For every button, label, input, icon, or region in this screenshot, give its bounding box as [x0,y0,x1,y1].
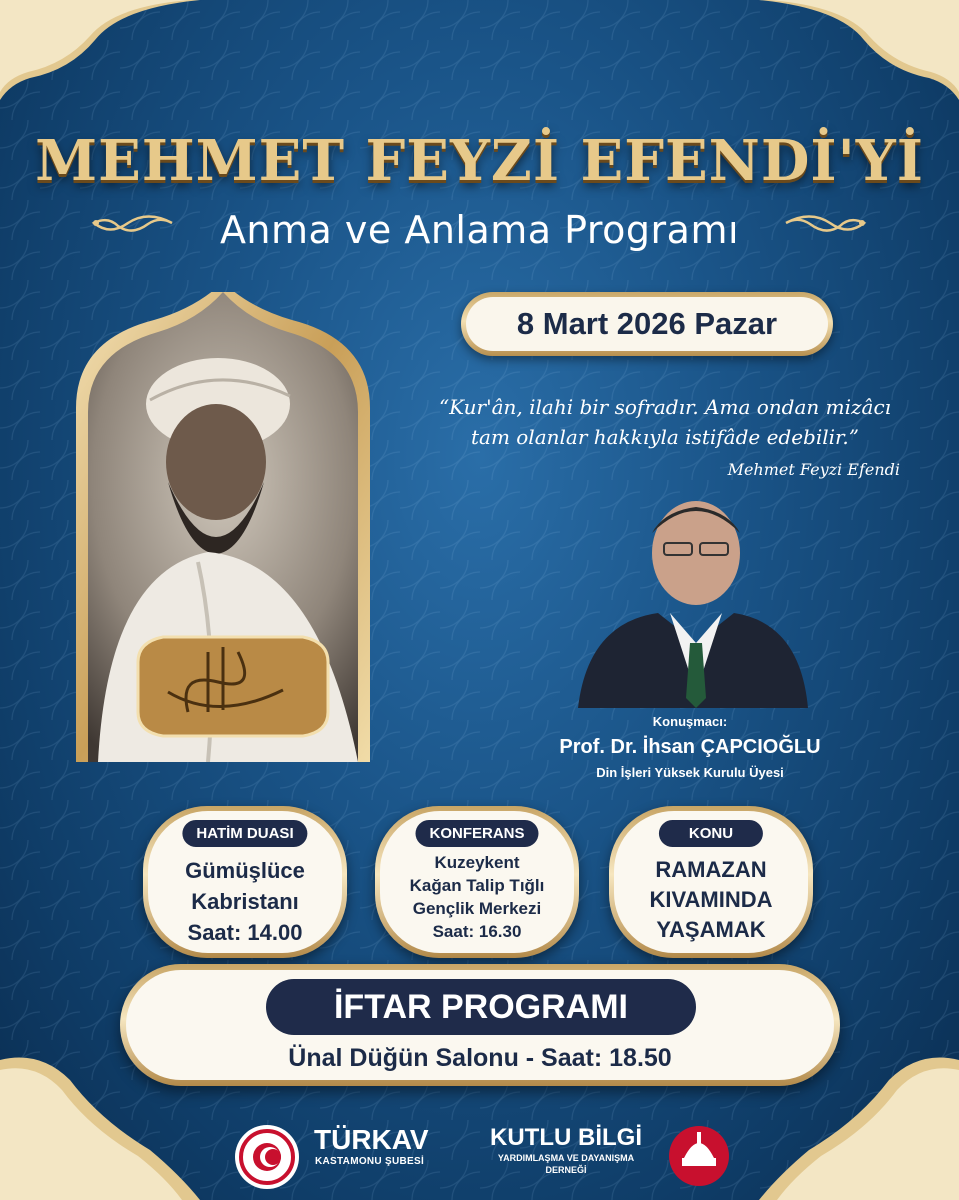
quote-line-1: “Kur'ân, ilahi bir sofradır. Ama ondan mizâcı [438,395,892,419]
card-line: Kağan Talip Tığlı [409,876,545,895]
card-tag: KONU [659,820,763,847]
quote-author: Mehmet Feyzi Efendi [727,460,900,479]
card-line: Saat: 16.30 [432,922,522,941]
page-title: MEHMET FEYZİ EFENDİ'Yİ [35,128,924,194]
card-hatim-duasi [143,806,347,958]
flourish-right-icon [782,206,870,240]
card-tag: KONFERANS [415,820,538,847]
card-line: Gençlik Merkezi [412,899,542,918]
quote-text [410,392,920,452]
iftar-banner [120,964,840,1086]
card-line: Saat: 14.00 [187,920,303,945]
card-konu [609,806,813,958]
card-line: Gümüşlüce [185,858,305,883]
card-tag: HATİM DUASI [182,820,307,847]
card-line: Kabristanı [191,889,299,914]
speaker-name: Prof. Dr. İhsan ÇAPCIOĞLU [559,736,821,758]
speaker-photo [578,493,808,708]
portrait-arch-frame [68,292,378,762]
card-line: KIVAMINDA [649,887,773,912]
turkav-branch: KASTAMONU ŞUBESİ [315,1156,425,1167]
kutlu-bilgi-logo-icon [664,1118,734,1188]
quote-line-2: tam olanlar hakkıyla istifâde edebilir.” [470,425,859,449]
iftar-place: Ünal Düğün Salonu - Saat: 18.50 [288,1044,672,1072]
date-badge [461,292,833,356]
corner-ornament-top-left [0,0,200,110]
turkav-name: TÜRKAV [314,1124,429,1155]
card-line: Kuzeykent [434,853,520,872]
card-konferans [375,806,579,958]
page-subtitle: Anma ve Anlama Programı [219,208,740,252]
corner-ornament-top-right [759,0,959,110]
iftar-title: İFTAR PROGRAMI [266,979,696,1035]
card-line: YAŞAMAK [656,917,766,942]
kutlu-bilgi-sub-2: DERNEĞİ [545,1165,587,1175]
turkav-logo-icon [232,1122,302,1192]
kutlu-bilgi-name: KUTLU BİLGİ [490,1124,642,1151]
date-text: 8 Mart 2026 Pazar [466,297,828,351]
kutlu-bilgi-sub-1: YARDIMLAŞMA VE DAYANIŞMA [497,1153,635,1163]
speaker-title: Din İşleri Yüksek Kurulu Üyesi [596,765,784,780]
card-line: RAMAZAN [655,857,767,882]
speaker-role: Konuşmacı: [652,714,728,729]
